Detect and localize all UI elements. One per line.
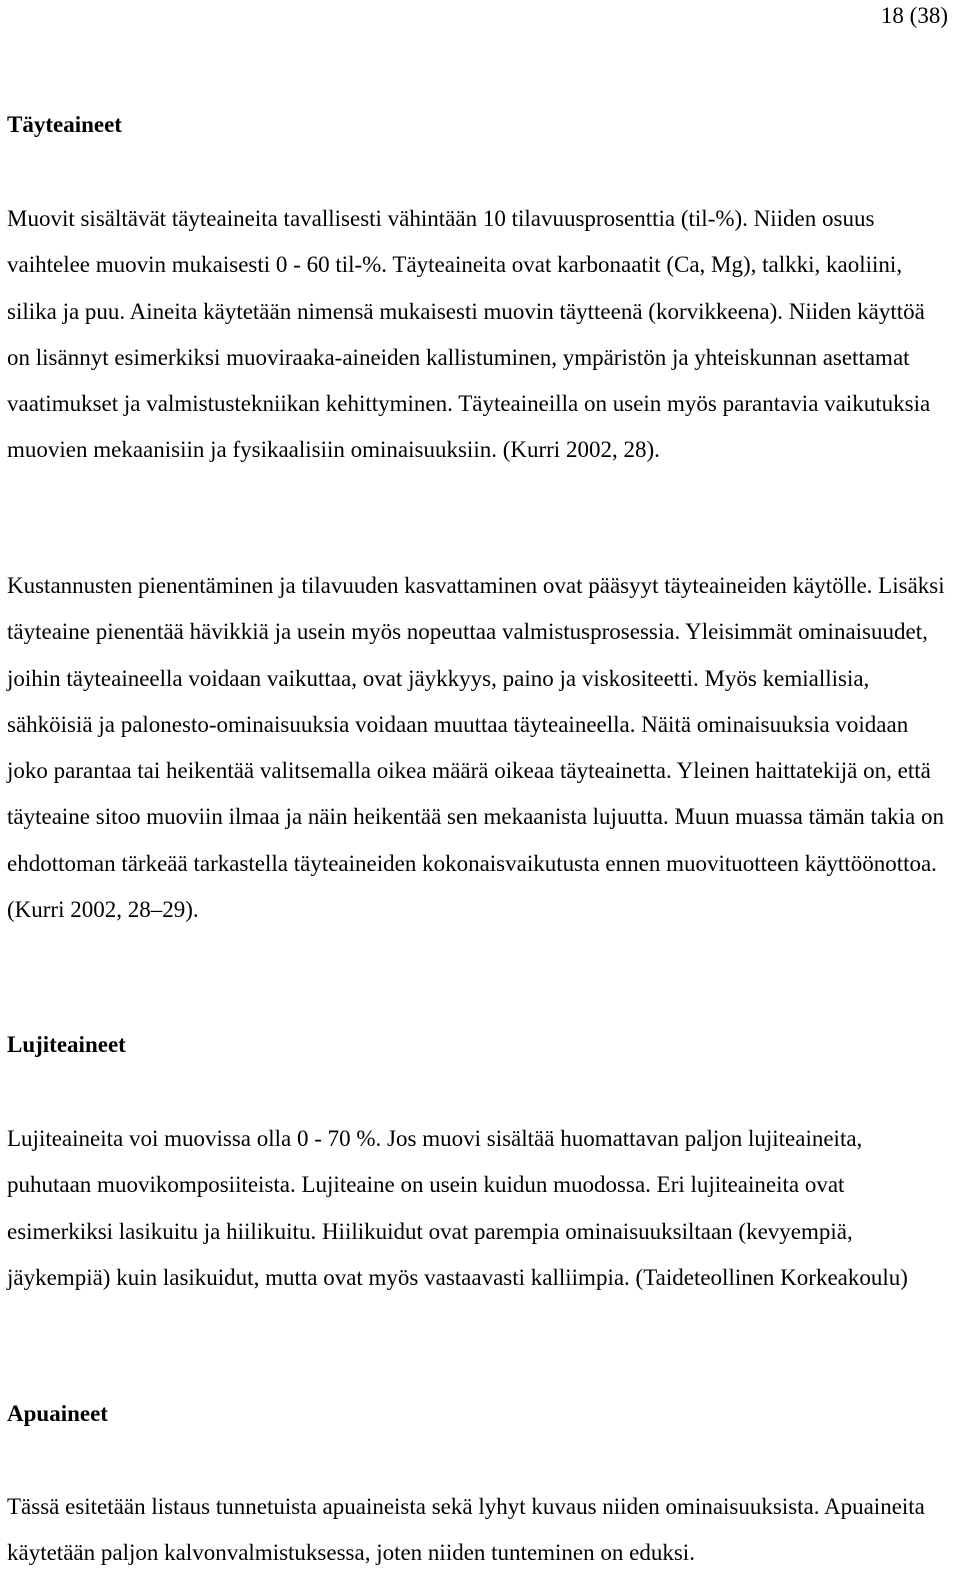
page-number: 18 (38) [880,3,948,28]
paragraph-tayteaineet-1: Muovit sisältävät täyteaineita tavallisesti vähintään 10 tilavuusprosenttia (til-%). Niiden osuus vaihtelee muovin mukaisesti 0 - 60 til-%. Täyteaineita ovat karbonaatit (Ca, Mg), talkki, kaoliini, silika ja puu. Aineita käytetään nimensä mukaisesti muovin täytteenä (korvikkeena). Niiden käyttöä on lisännyt esimerkiksi muoviraaka-aineiden kallistuminen, ympäristön ja yhteiskunnan asettamat vaatimukset ja valmistustekniikan kehittyminen. Täyteaineilla on usein myös parantavia vaikutuksia muovien mekaanisiin ja fysikaalisiin ominaisuuksiin. (Kurri 2002, 28). [7,206,931,463]
section-heading-tayteaineet: Täyteaineet [7,112,122,137]
paragraph-lujiteaineet-1: Lujiteaineita voi muovissa olla 0 - 70 %. Jos muovi sisältää huomattavan paljon lujiteaineita, puhutaan muovikomposiiteista. Lujiteaine on usein kuidun muodossa. Eri lujiteaineita ovat esimerkiksi lasikuitu ja hiilikuitu. Hiilikuidut ovat parempia ominaisuuksiltaan (kevyempiä, jäykempiä) kuin lasikuidut, mutta ovat myös vastaavasti kalliimpia. (Taideteollinen Korkeakoulu) [7,1126,908,1290]
paragraph-tayteaineet-2: Kustannusten pienentäminen ja tilavuuden kasvattaminen ovat pääsyyt täyteaineiden käytölle. Lisäksi täyteaine pienentää hävikkiä ja usein myös nopeuttaa valmistusprosessia. Yleisimmät ominaisuudet, joihin täyteaineella voidaan vaikuttaa, ovat jäykkyys, paino ja viskositeetti. Myös kemiallisia, sähköisiä ja palonesto-ominaisuuksia voidaan muuttaa täyteaineella. Näitä ominaisuuksia voidaan joko parantaa tai heikentää valitsemalla oikea määrä oikeaa täyteainetta. Yleinen haittatekijä on, että täyteaine sitoo muoviin ilmaa ja näin heikentää sen mekaanista lujuutta. Muun muassa tämän takia on ehdottoman tärkeää tarkastella täyteaineiden kokonaisvaikutusta ennen muovituotteen käyttöönottoa. (Kurri 2002, 28–29). [7,573,945,923]
section-heading-apuaineet: Apuaineet [7,1401,108,1426]
paragraph-apuaineet-1: Tässä esitetään listaus tunnetuista apuaineista sekä lyhyt kuvaus niiden ominaisuuksista. Apuaineita käytetään paljon kalvonvalmistuksessa, joten niiden tunteminen on eduksi. [7,1494,925,1566]
section-heading-lujiteaineet: Lujiteaineet [7,1032,126,1057]
